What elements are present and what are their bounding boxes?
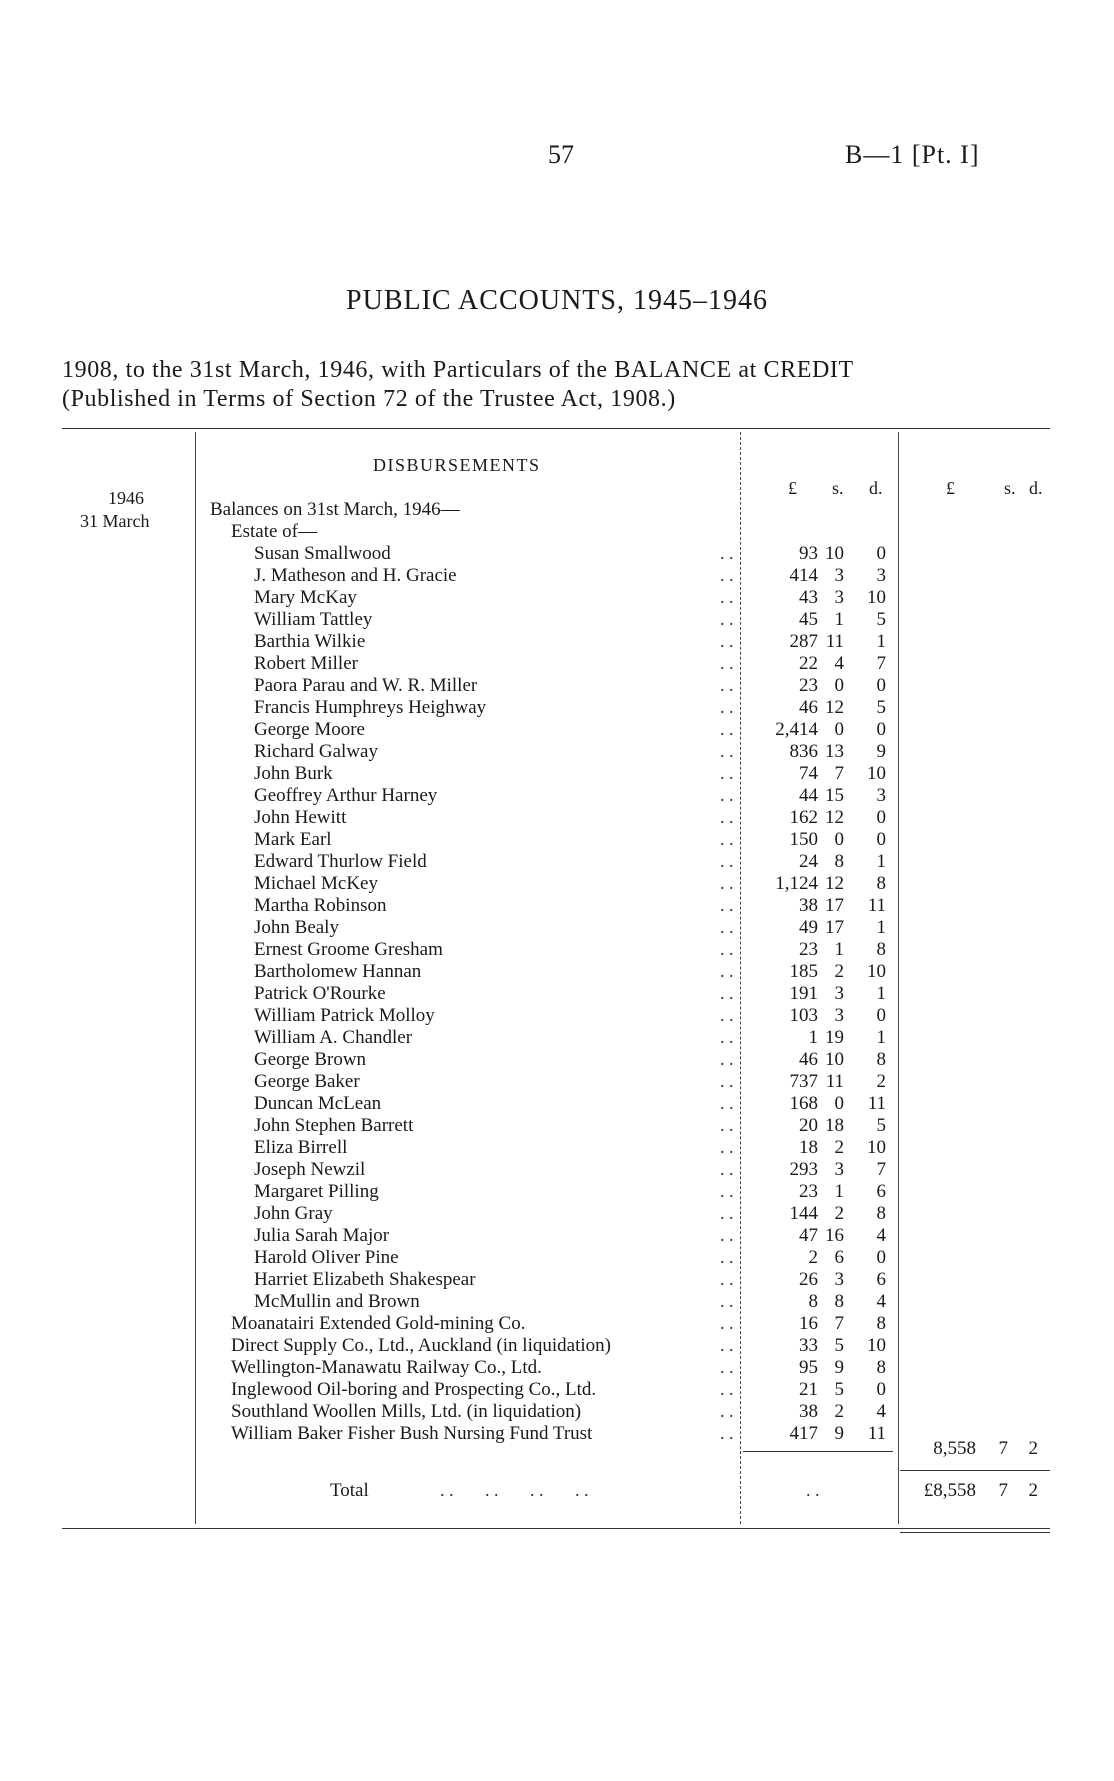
row-pence: 8 [876,1313,886,1334]
row-pounds: 38 [799,895,818,916]
total-rule [900,1470,1050,1471]
row-pounds: 45 [799,609,818,630]
row-pence: 5 [876,697,886,718]
row-pounds: 26 [799,1269,818,1290]
row-pence: 5 [876,609,886,630]
row-pence: 4 [876,1225,886,1246]
row-pence: 4 [876,1291,886,1312]
row-pence: 1 [876,1027,886,1048]
row-shillings: 3 [834,1005,844,1026]
row-shillings: 0 [834,1093,844,1114]
leader-dots: . . [720,631,734,651]
row-pounds: 1 [808,1027,818,1048]
row-pounds: 47 [799,1225,818,1246]
row-pounds: 150 [789,829,818,850]
row-pence: 2 [876,1071,886,1092]
leader-dots: . . [720,939,734,959]
balances-heading: Balances on 31st March, 1946— [210,499,460,520]
row-shillings: 1 [834,1181,844,1202]
report-reference: B—1 [Pt. I] [845,140,980,169]
leader-dots: . . [720,1181,734,1201]
row-pounds: 1,124 [775,873,818,894]
row-pence: 3 [876,565,886,586]
row-name: Edward Thurlow Field [254,851,427,872]
row-pence: 0 [876,829,886,850]
row-shillings: 7 [834,1313,844,1334]
row-shillings: 18 [825,1115,844,1136]
row-pence: 10 [867,961,886,982]
row-pounds: 737 [789,1071,818,1092]
row-pounds: 20 [799,1115,818,1136]
row-name: Harold Oliver Pine [254,1247,399,1268]
row-shillings: 2 [834,961,844,982]
row-pounds: 33 [799,1335,818,1356]
leader-dots: . . [720,543,734,563]
row-pence: 10 [867,1335,886,1356]
row-shillings: 16 [825,1225,844,1246]
row-shillings: 3 [834,1269,844,1290]
row-name: Harriet Elizabeth Shakespear [254,1269,476,1290]
leader-dots: . . [720,1335,734,1355]
detail-column-divider [740,432,741,1524]
date-column-divider [195,432,196,1524]
leader-dots: . . [720,1379,734,1399]
row-pounds: 46 [799,1049,818,1070]
row-name: John Bealy [254,917,339,938]
row-pence: 0 [876,1247,886,1268]
row-name: John Gray [254,1203,333,1224]
leader-dots: . . [720,609,734,629]
leader-dots: . . [720,1203,734,1223]
row-pence: 4 [876,1401,886,1422]
row-shillings: 17 [825,917,844,938]
leader-dots: . . [720,1357,734,1377]
row-pounds: 43 [799,587,818,608]
total-label: Total [330,1480,369,1501]
row-pounds: 2 [808,1247,818,1268]
row-name: Southland Woollen Mills, Ltd. (in liquidation) [231,1401,582,1422]
row-name: Bartholomew Hannan [254,961,422,982]
row-shillings: 17 [825,895,844,916]
row-shillings: 4 [834,653,844,674]
total-pence-header: d. [1029,478,1043,498]
row-pence: 7 [876,653,886,674]
leader-dots: . . [720,1005,734,1025]
row-name: John Hewitt [254,807,347,828]
row-name: Geoffrey Arthur Harney [254,785,438,806]
row-pence: 0 [876,675,886,696]
leader-dots: . . [720,1423,734,1443]
row-shillings: 11 [825,631,844,652]
subtotal-pounds: 8,558 [933,1438,976,1459]
row-name: Paora Parau and W. R. Miller [254,675,478,696]
row-pence: 11 [867,1093,886,1114]
row-name: Duncan McLean [254,1093,382,1114]
row-pounds: 74 [799,763,818,784]
row-name: Francis Humphreys Heighway [254,697,487,718]
leader-dots: . . [720,1027,734,1047]
row-pounds: 44 [799,785,818,806]
row-shillings: 10 [825,1049,844,1070]
row-shillings: 6 [834,1247,844,1268]
row-name: Joseph Newzil [254,1159,366,1180]
row-pence: 8 [876,1357,886,1378]
subtotal-pence: 2 [1028,1438,1038,1459]
row-name: William A. Chandler [254,1027,413,1048]
row-name: Mark Earl [254,829,332,850]
leader-dots: . . [720,653,734,673]
row-pence: 8 [876,1203,886,1224]
pounds-header: £ [788,478,797,498]
row-name: John Stephen Barrett [254,1115,414,1136]
row-name: Inglewood Oil-boring and Prospecting Co., Ltd. [231,1379,597,1400]
disbursements-heading: DISBURSEMENTS [373,455,541,475]
subtotal-shillings: 7 [998,1438,1008,1459]
row-pounds: 414 [789,565,818,586]
row-pounds: 185 [789,961,818,982]
row-pence: 0 [876,1379,886,1400]
row-shillings: 3 [834,565,844,586]
row-pounds: 38 [799,1401,818,1422]
row-name: Michael McKey [254,873,378,894]
row-pounds: 191 [789,983,818,1004]
row-shillings: 1 [834,609,844,630]
row-name: Julia Sarah Major [254,1225,390,1246]
row-pence: 10 [867,1137,886,1158]
leader-dots: . . [720,1049,734,1069]
row-pence: 0 [876,543,886,564]
row-pence: 10 [867,587,886,608]
row-pence: 6 [876,1269,886,1290]
row-shillings: 19 [825,1027,844,1048]
row-pounds: 293 [789,1159,818,1180]
leader-dots: . . [720,741,734,761]
row-shillings: 12 [825,873,844,894]
leader-dots: . . [720,961,734,981]
pence-header: d. [869,478,883,498]
row-pounds: 23 [799,1181,818,1202]
row-shillings: 13 [825,741,844,762]
row-name: Mary McKay [254,587,357,608]
page-title: PUBLIC ACCOUNTS, 1945–1946 [346,285,768,316]
row-name: Wellington-Manawatu Railway Co., Ltd. [231,1357,542,1378]
row-pence: 0 [876,807,886,828]
row-name: Patrick O'Rourke [254,983,386,1004]
row-pounds: 103 [789,1005,818,1026]
row-pounds: 8 [808,1291,818,1312]
leader-dots: . . [720,697,734,717]
row-pounds: 93 [799,543,818,564]
leader-dots: . . [720,1115,734,1135]
row-name: Direct Supply Co., Ltd., Auckland (in liquidation) [231,1335,611,1356]
total-pounds-header: £ [946,478,955,498]
row-shillings: 2 [834,1137,844,1158]
row-name: William Baker Fisher Bush Nursing Fund Trust [231,1423,593,1444]
leader-dots: . . [720,1093,734,1113]
row-pence: 8 [876,939,886,960]
subtitle-line-1: 1908, to the 31st March, 1946, with Particulars of the BALANCE at CREDIT [62,357,854,383]
row-pence: 1 [876,631,886,652]
row-name: Margaret Pilling [254,1181,379,1202]
shillings-header: s. [832,478,844,498]
total-leader-dots: . . . . . . . . [440,1480,589,1500]
row-pounds: 836 [789,741,818,762]
total-column-divider [898,432,899,1524]
row-pounds: 49 [799,917,818,938]
leader-dots: . . [720,807,734,827]
row-shillings: 3 [834,1159,844,1180]
leader-dots: . . [720,719,734,739]
leader-dots: . . [720,1071,734,1091]
row-shillings: 3 [834,587,844,608]
leader-dots: . . [720,1247,734,1267]
total-pence: 2 [1028,1480,1038,1501]
row-shillings: 8 [834,851,844,872]
row-pence: 0 [876,1005,886,1026]
leader-dots: . . [720,565,734,585]
subtotal-rule [743,1451,893,1452]
subtitle-line-2: (Published in Terms of Section 72 of the Trustee Act, 1908.) [62,386,676,412]
row-name: George Brown [254,1049,367,1070]
leader-dots: . . [720,1137,734,1157]
row-name: Moanatairi Extended Gold-mining Co. [231,1313,526,1334]
row-name: George Moore [254,719,365,740]
row-pence: 8 [876,1049,886,1070]
row-name: George Baker [254,1071,360,1092]
row-pence: 1 [876,983,886,1004]
leader-dots: . . [720,763,734,783]
row-pounds: 144 [789,1203,818,1224]
row-pounds: 2,414 [775,719,818,740]
leader-dots: . . [720,675,734,695]
leader-dots: . . [720,829,734,849]
row-pounds: 23 [799,675,818,696]
row-pence: 8 [876,873,886,894]
row-shillings: 12 [825,697,844,718]
date-day: 31 March [80,511,150,531]
row-pence: 10 [867,763,886,784]
row-name: Robert Miller [254,653,358,674]
row-pounds: 46 [799,697,818,718]
row-pence: 7 [876,1159,886,1180]
row-name: Eliza Birrell [254,1137,348,1158]
row-shillings: 0 [834,675,844,696]
row-name: Barthia Wilkie [254,631,366,652]
row-name: McMullin and Brown [254,1291,420,1312]
table-bottom-rule [62,1528,1050,1529]
leader-dots: . . [720,785,734,805]
total-detail-dots: . . [806,1480,820,1500]
leader-dots: . . [720,983,734,1003]
row-name: Ernest Groome Gresham [254,939,443,960]
leader-dots: . . [720,917,734,937]
row-shillings: 8 [834,1291,844,1312]
table-bottom-rule-double [900,1532,1050,1533]
row-name: William Patrick Molloy [254,1005,435,1026]
row-pounds: 287 [789,631,818,652]
leader-dots: . . [720,895,734,915]
row-shillings: 0 [834,719,844,740]
row-pence: 9 [876,741,886,762]
row-shillings: 1 [834,939,844,960]
row-shillings: 7 [834,763,844,784]
total-shillings: 7 [998,1480,1008,1501]
row-pence: 3 [876,785,886,806]
row-pounds: 168 [789,1093,818,1114]
row-name: John Burk [254,763,333,784]
leader-dots: . . [720,587,734,607]
row-name: J. Matheson and H. Gracie [254,565,457,586]
row-pounds: 18 [799,1137,818,1158]
total-shillings-header: s. [1004,478,1016,498]
row-pence: 1 [876,851,886,872]
row-shillings: 2 [834,1203,844,1224]
row-shillings: 5 [834,1379,844,1400]
row-name: Richard Galway [254,741,378,762]
row-shillings: 3 [834,983,844,1004]
row-pence: 1 [876,917,886,938]
leader-dots: . . [720,1313,734,1333]
row-shillings: 9 [834,1357,844,1378]
row-name: William Tattley [254,609,373,630]
table-top-rule [62,428,1050,429]
leader-dots: . . [720,1225,734,1245]
row-pounds: 162 [789,807,818,828]
row-pounds: 16 [799,1313,818,1334]
leader-dots: . . [720,873,734,893]
row-name: Susan Smallwood [254,543,391,564]
date-year: 1946 [108,488,144,508]
row-pounds: 417 [789,1423,818,1444]
row-shillings: 12 [825,807,844,828]
row-shillings: 9 [834,1423,844,1444]
row-shillings: 15 [825,785,844,806]
leader-dots: . . [720,1291,734,1311]
leader-dots: . . [720,1401,734,1421]
estate-heading: Estate of— [231,521,318,542]
total-pounds: £8,558 [923,1480,976,1501]
row-pence: 11 [867,895,886,916]
row-shillings: 0 [834,829,844,850]
row-shillings: 11 [825,1071,844,1092]
row-pounds: 23 [799,939,818,960]
row-pounds: 24 [799,851,818,872]
row-pounds: 22 [799,653,818,674]
row-name: Martha Robinson [254,895,387,916]
leader-dots: . . [720,1159,734,1179]
row-pounds: 21 [799,1379,818,1400]
row-shillings: 5 [834,1335,844,1356]
leader-dots: . . [720,1269,734,1289]
page-number: 57 [548,140,574,169]
row-pounds: 95 [799,1357,818,1378]
row-pence: 11 [867,1423,886,1444]
row-shillings: 2 [834,1401,844,1422]
row-pence: 0 [876,719,886,740]
row-pence: 6 [876,1181,886,1202]
row-shillings: 10 [825,543,844,564]
row-pence: 5 [876,1115,886,1136]
leader-dots: . . [720,851,734,871]
